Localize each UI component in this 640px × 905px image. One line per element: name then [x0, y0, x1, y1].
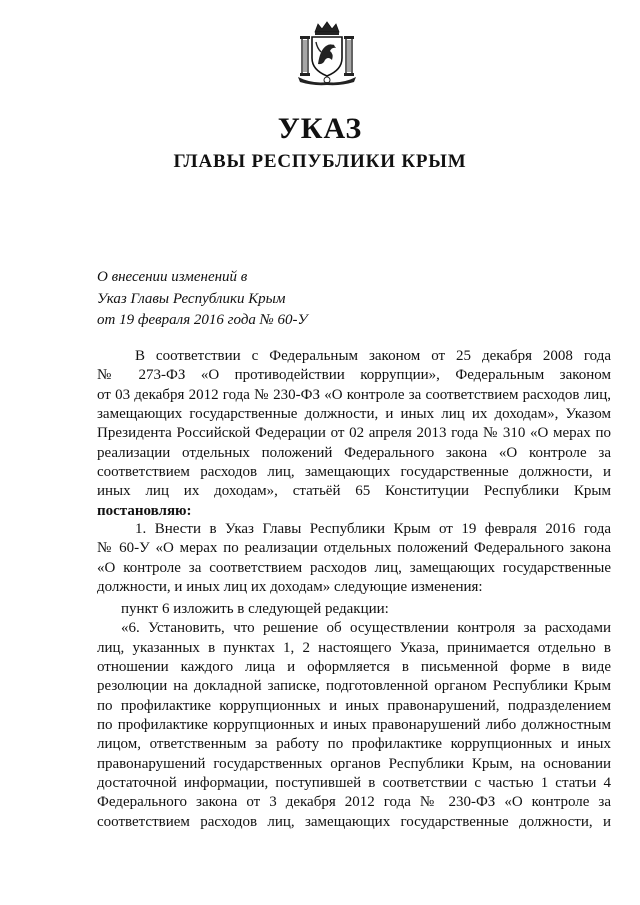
document-subject	[97, 267, 308, 332]
paragraph-line: иных лиц их доходам», статьёй 65 Конституции Республики Крым	[97, 483, 611, 500]
paragraph-line: «6. Установить, что решение об осуществлении контроля за расходами	[121, 620, 611, 637]
paragraph-line: № 273-ФЗ «О противодействии коррупции», Федеральным законом	[97, 367, 611, 384]
paragraph-line: лиц, указанных в пунктах 1, 2 настоящего Указа, принимается отдельно в	[97, 639, 611, 656]
paragraph-line: лицом, ответственным за работу по профилактике коррупционных и иных	[97, 736, 611, 753]
paragraph-line: должности, и иных лиц их доходам» следующие изменения:	[97, 579, 483, 596]
paragraph-line: В соответствии с Федеральным законом от 25 декабря 2008 года	[135, 348, 611, 364]
amendment-intro: пункт 6 изложить в следующей редакции:	[121, 601, 389, 617]
coat-of-arms-icon	[296, 20, 358, 86]
subject-line: Указ Главы Республики Крым	[97, 290, 286, 307]
document-issuer: ГЛАВЫ РЕСПУБЛИКИ КРЫМ	[173, 151, 467, 172]
paragraph-line: Федерального закона от 3 декабря 2012 года № 230-ФЗ «О контроле за	[97, 794, 611, 811]
paragraph-line: по профилактике коррупционных и иных правонарушений либо должностным	[97, 717, 611, 734]
paragraph-line: отношении каждого лица и оформляется в письменной форме в виде	[97, 659, 611, 676]
paragraph-line: соответствием расходов лиц, замещающих государственные должности, и	[97, 464, 611, 481]
item-1-amendment	[97, 600, 611, 832]
paragraph-line: Президента Российской Федерации от 02 апреля 2013 года № 310 «О мерах по	[97, 425, 611, 442]
paragraph-line: правонарушений государственных органов Республики Крым, на основании	[97, 755, 611, 772]
paragraph-line: соответствием расходов лиц, замещающих государственные должности, и	[97, 813, 611, 830]
paragraph-line: реализации отдельных положений Федерального закона «О контроле за	[97, 444, 611, 461]
subject-line: О внесении изменений в	[97, 269, 248, 285]
item-1-paragraph	[97, 520, 611, 597]
subject-line: от 19 февраля 2016 года № 60-У	[97, 312, 308, 328]
paragraph-line: резолюции на докладной записке, подготовленной органом Республики Крым	[97, 678, 611, 695]
decree-word: постановляю:	[97, 502, 192, 519]
paragraph-line: замещающих государственные должности, и иных лиц их доходам», Указом	[97, 406, 611, 423]
paragraph-line: по профилактике коррупционных и иных правонарушений, подразделением	[97, 697, 611, 714]
paragraph-line: 1. Внести в Указ Главы Республики Крым от 19 февраля 2016 года	[135, 521, 611, 537]
paragraph-line: «О контроле за соответствием расходов лиц, замещающих государственные	[97, 559, 611, 576]
paragraph-line: от 03 декабря 2012 года № 230-ФЗ «О контроле за соответствием расходов лиц,	[97, 386, 611, 403]
paragraph-line: достаточной информации, поступившей в соответствии с частью 1 статьи 4	[97, 775, 611, 792]
preamble-paragraph	[97, 347, 611, 521]
paragraph-line: № 60-У «О мерах по реализации отдельных положений Федерального закона	[97, 540, 611, 557]
document-title: УКАЗ	[277, 112, 363, 145]
